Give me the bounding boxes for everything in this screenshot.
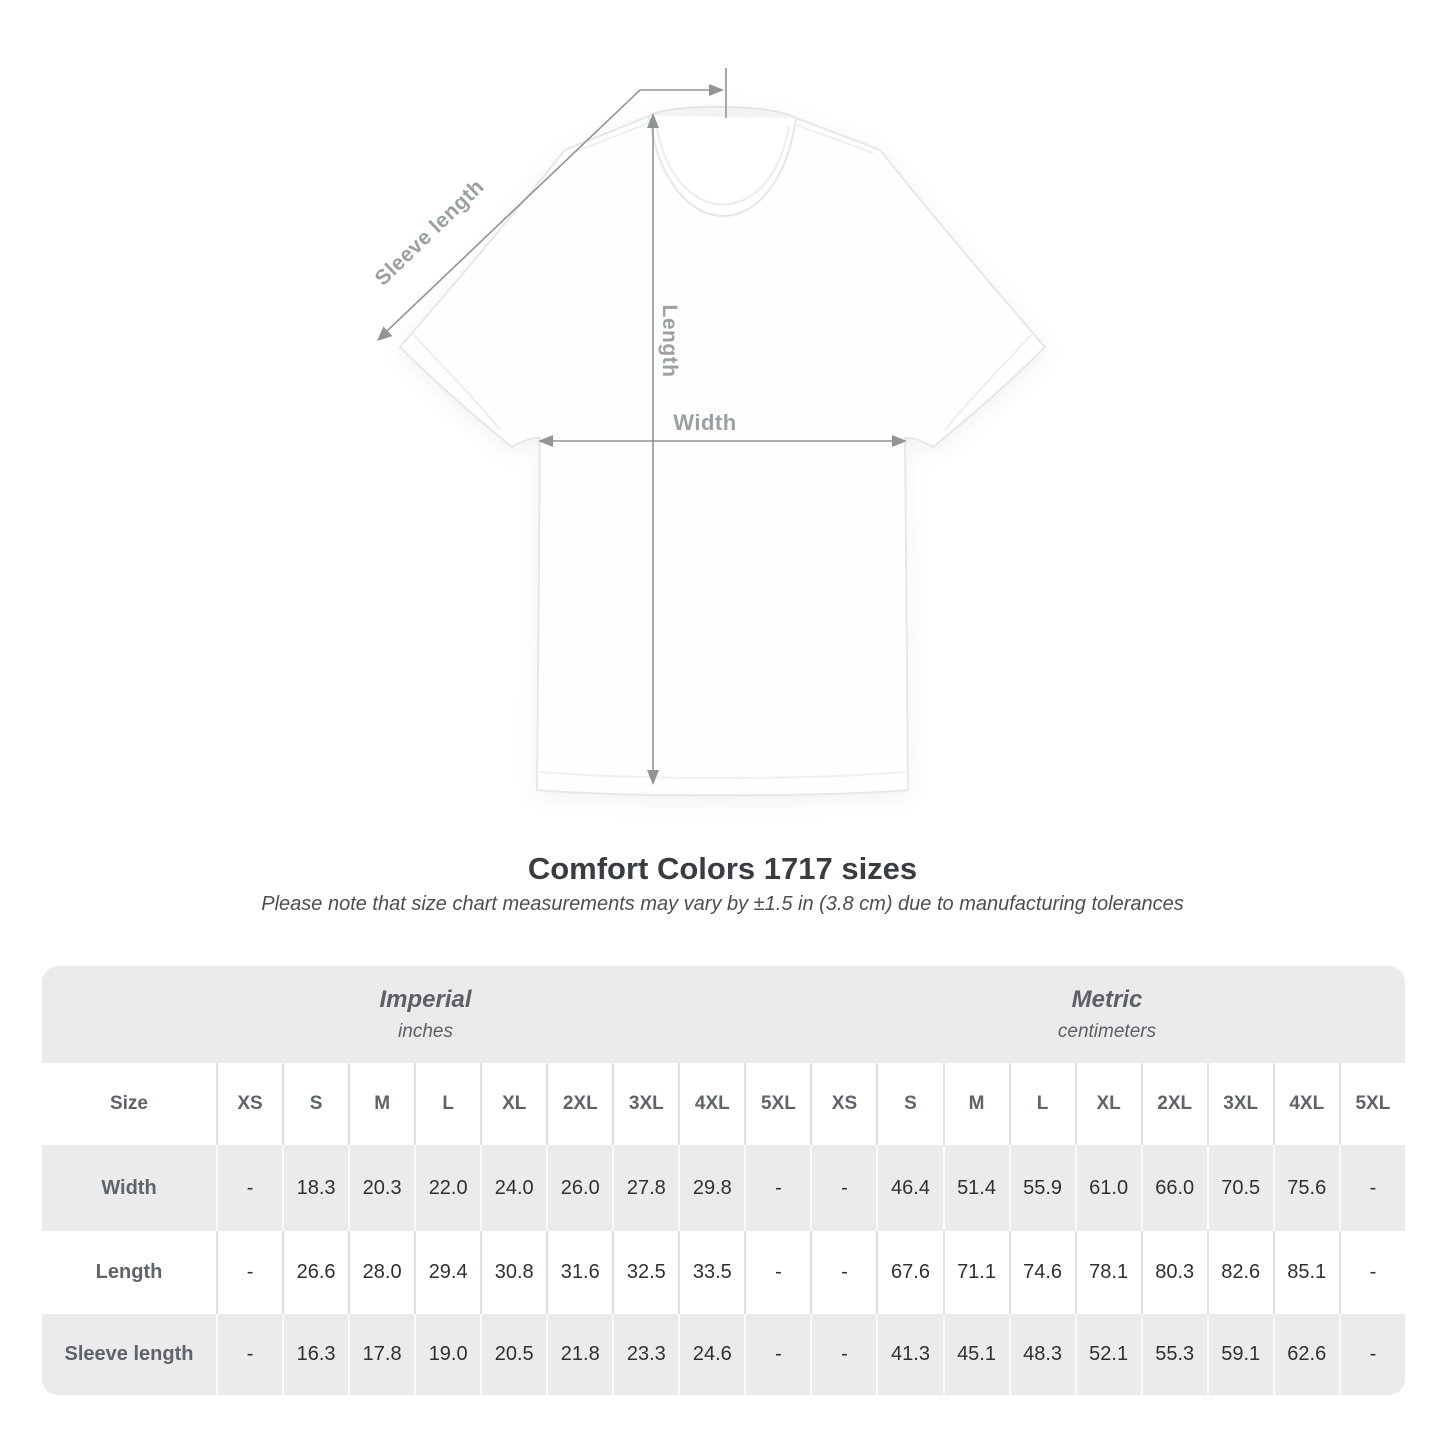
measurement-value-metric: - (810, 1314, 876, 1395)
measurement-value-imperial: 21.8 (546, 1314, 612, 1395)
measurement-value-imperial: 31.6 (546, 1231, 612, 1314)
measurement-value-imperial: 19.0 (414, 1314, 480, 1395)
measurement-row (42, 1145, 1405, 1231)
measurement-value-metric: - (810, 1145, 876, 1231)
metric-unit: centimeters (1057, 1021, 1157, 1042)
measurement-value-imperial: 18.3 (282, 1145, 348, 1231)
length-label: Length (658, 304, 681, 378)
measurement-value-imperial: 23.3 (612, 1314, 678, 1395)
size-column-header-metric: 2XL (1141, 1063, 1207, 1145)
size-column-header-metric: S (876, 1063, 942, 1145)
metric-header (809, 966, 1405, 1063)
size-column-header-metric: 3XL (1207, 1063, 1273, 1145)
size-column-header-imperial: 3XL (612, 1063, 678, 1145)
row-label: Width (42, 1145, 216, 1231)
measurement-value-metric: 78.1 (1075, 1231, 1141, 1314)
size-column-header-imperial: S (282, 1063, 348, 1145)
measurement-value-metric: 75.6 (1273, 1145, 1339, 1231)
measurement-value-metric: 70.5 (1207, 1145, 1273, 1231)
size-column-header-metric: L (1009, 1063, 1075, 1145)
measurement-value-imperial: - (744, 1145, 810, 1231)
size-column-header-imperial: 4XL (678, 1063, 744, 1145)
unit-system-band (42, 966, 1405, 1063)
measurement-row (42, 1314, 1405, 1395)
measurement-value-imperial: - (744, 1231, 810, 1314)
measurement-value-imperial: 20.3 (348, 1145, 414, 1231)
measurements-grid (42, 1063, 1405, 1395)
measurement-value-imperial: 26.0 (546, 1145, 612, 1231)
measurement-value-imperial: 17.8 (348, 1314, 414, 1395)
measurement-value-metric: 66.0 (1141, 1145, 1207, 1231)
measurement-value-metric: 46.4 (876, 1145, 942, 1231)
measurement-value-metric: 55.9 (1009, 1145, 1075, 1231)
size-column-header-metric: 5XL (1339, 1063, 1405, 1145)
measurement-value-metric: 41.3 (876, 1314, 942, 1395)
measurement-value-metric: 51.4 (943, 1145, 1009, 1231)
measurement-row (42, 1231, 1405, 1314)
measurement-value-imperial: 27.8 (612, 1145, 678, 1231)
size-column-header-imperial: XL (480, 1063, 546, 1145)
measurement-value-imperial: 24.0 (480, 1145, 546, 1231)
size-column-header-imperial: L (414, 1063, 480, 1145)
size-column-header-metric: M (943, 1063, 1009, 1145)
measurement-value-metric: 45.1 (943, 1314, 1009, 1395)
measurement-value-imperial: - (216, 1145, 282, 1231)
measurement-value-metric: 80.3 (1141, 1231, 1207, 1314)
measurement-value-metric: 55.3 (1141, 1314, 1207, 1395)
measurement-value-metric: - (810, 1231, 876, 1314)
measurement-value-metric: 85.1 (1273, 1231, 1339, 1314)
measurement-value-imperial: 24.6 (678, 1314, 744, 1395)
size-column-header-imperial: 2XL (546, 1063, 612, 1145)
measurement-value-metric: - (1339, 1314, 1405, 1395)
measurement-value-imperial: 30.8 (480, 1231, 546, 1314)
size-column-header-metric: XS (810, 1063, 876, 1145)
measurement-value-imperial: 16.3 (282, 1314, 348, 1395)
size-label: Size (42, 1063, 216, 1145)
size-column-header-metric: XL (1075, 1063, 1141, 1145)
measurement-value-imperial: - (216, 1314, 282, 1395)
size-chart-table (42, 966, 1405, 1395)
page-title: Comfort Colors 1717 sizes (527, 851, 918, 886)
measurement-value-imperial: - (216, 1231, 282, 1314)
measurement-value-metric: 82.6 (1207, 1231, 1273, 1314)
measurement-value-imperial: 22.0 (414, 1145, 480, 1231)
measurement-value-imperial: - (744, 1314, 810, 1395)
sleeve-length-label: Sleeve length (370, 175, 489, 291)
size-header-row (42, 1063, 1405, 1145)
imperial-header (42, 966, 809, 1063)
tolerance-note: Please note that size chart measurements may vary by ±1.5 in (3.8 cm) due to manufacturing tolerances (261, 893, 1184, 915)
imperial-unit: inches (398, 1021, 453, 1042)
size-column-header-imperial: XS (216, 1063, 282, 1145)
measurement-value-metric: 48.3 (1009, 1314, 1075, 1395)
measurement-value-imperial: 33.5 (678, 1231, 744, 1314)
measurement-value-imperial: 29.8 (678, 1145, 744, 1231)
row-label: Sleeve length (42, 1314, 216, 1395)
width-label: Width (673, 410, 737, 435)
size-column-header-imperial: M (348, 1063, 414, 1145)
measurement-value-imperial: 20.5 (480, 1314, 546, 1395)
measurement-value-metric: 52.1 (1075, 1314, 1141, 1395)
measurement-value-imperial: 29.4 (414, 1231, 480, 1314)
size-column-header-imperial: 5XL (744, 1063, 810, 1145)
metric-title: Metric (1071, 986, 1143, 1013)
measurement-value-metric: 71.1 (943, 1231, 1009, 1314)
measurement-value-metric: 67.6 (876, 1231, 942, 1314)
measurement-value-imperial: 26.6 (282, 1231, 348, 1314)
measurement-value-metric: 74.6 (1009, 1231, 1075, 1314)
measurement-value-metric: - (1339, 1231, 1405, 1314)
measurement-value-metric: 61.0 (1075, 1145, 1141, 1231)
measurement-value-metric: 62.6 (1273, 1314, 1339, 1395)
size-column-header-metric: 4XL (1273, 1063, 1339, 1145)
imperial-title: Imperial (379, 986, 472, 1013)
measurement-value-metric: - (1339, 1145, 1405, 1231)
tshirt-shape (400, 107, 1045, 795)
measurement-value-metric: 59.1 (1207, 1314, 1273, 1395)
row-label: Length (42, 1231, 216, 1314)
measurement-value-imperial: 32.5 (612, 1231, 678, 1314)
measurement-value-imperial: 28.0 (348, 1231, 414, 1314)
